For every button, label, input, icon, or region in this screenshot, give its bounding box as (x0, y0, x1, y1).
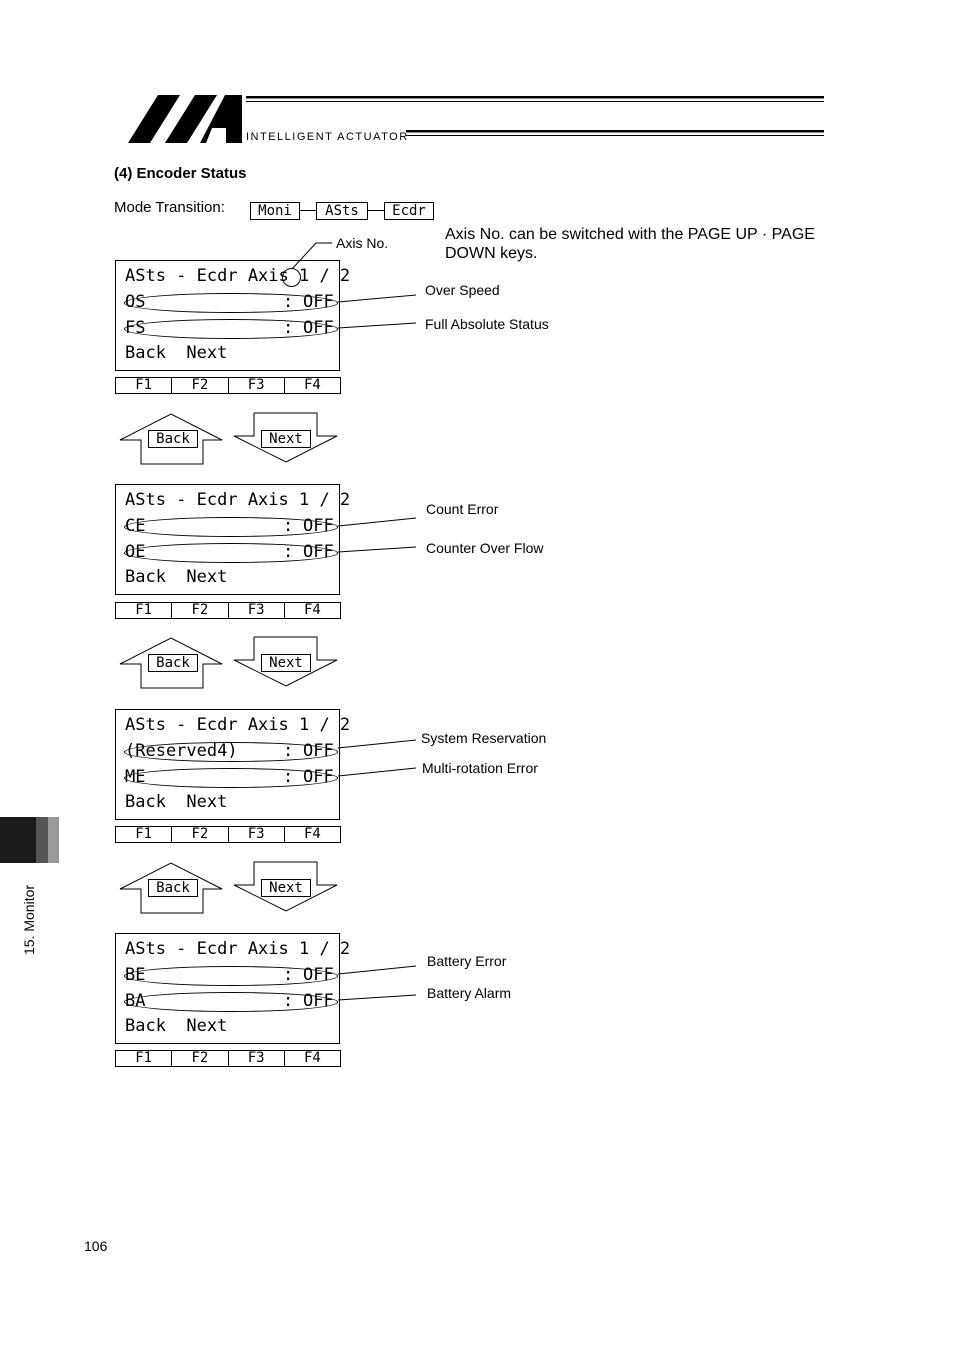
lcd-row-separator: : (283, 991, 294, 1011)
function-keys (115, 1050, 341, 1067)
page-number: 106 (84, 1238, 108, 1254)
iai-logo (128, 95, 242, 143)
chapter-tab-shade (36, 817, 48, 863)
highlight-oval (124, 992, 338, 1012)
f3-key[interactable]: F3 (229, 378, 285, 393)
f4-key[interactable]: F4 (303, 377, 321, 393)
lcd-row-separator: : (283, 542, 294, 562)
lcd-row-separator: : (283, 965, 294, 985)
lcd-row-value: OFF (303, 292, 334, 312)
highlight-oval (124, 319, 338, 339)
lcd-row-separator: : (283, 318, 294, 338)
annotation-label: Over Speed (425, 282, 500, 298)
f4-key[interactable]: F4 (303, 1050, 321, 1066)
header-rule-bottom (406, 130, 824, 133)
f1-key[interactable]: F1 (116, 378, 172, 393)
annotation-label: Count Error (426, 501, 499, 517)
header-graphics (0, 0, 954, 160)
lcd-title: ASts - Ecdr Axis 1 / 2 (125, 490, 351, 510)
annotation-label: Multi-rotation Error (422, 760, 538, 776)
mode-key-moni: Moni (250, 202, 300, 220)
mode-transition-label: Mode Transition: (114, 199, 225, 216)
f2-key[interactable]: F2 (172, 827, 228, 842)
header-rule-bottom-thin (406, 135, 824, 136)
chapter-label: 15. Monitor (21, 884, 37, 955)
annotation-label: System Reservation (421, 730, 547, 746)
lcd-row-value: OFF (303, 991, 334, 1011)
mode-link (299, 210, 316, 211)
lcd-row-code: (Reserved4) (125, 741, 238, 761)
lcd-row-value: OFF (303, 318, 334, 338)
lcd-title: ASts - Ecdr Axis 1 / 2 (125, 939, 351, 959)
lcd-row-code: FS (125, 318, 146, 338)
lcd-screen-4 (115, 933, 351, 1044)
lcd-row-separator: : (283, 516, 294, 536)
axis-no-label: Axis No. (336, 235, 389, 251)
mode-link (367, 210, 384, 211)
lcd-row-code: ME (125, 767, 146, 787)
lcd-row-separator: : (283, 741, 294, 761)
next-button[interactable]: Next (261, 879, 311, 897)
lcd-screen-2 (115, 484, 351, 595)
f3-key[interactable]: F3 (229, 827, 285, 842)
mode-key-asts: ASts (316, 202, 368, 220)
lcd-row-code: OS (125, 292, 146, 312)
lcd-row-value: OFF (303, 542, 334, 562)
lcd-row-separator: : (283, 767, 294, 787)
brand-tagline: INTELLIGENT ACTUATOR (246, 131, 409, 143)
f1-key[interactable]: F1 (116, 827, 172, 842)
lcd-title: ASts - Ecdr Axis 1 / 2 (125, 715, 351, 735)
lcd-soft-keys: Back Next (125, 1016, 228, 1036)
highlight-oval (124, 293, 338, 313)
lcd-soft-keys: Back Next (125, 792, 228, 812)
f4-key[interactable]: F4 (303, 826, 321, 842)
section-title: (4) Encoder Status (114, 165, 247, 182)
f2-key[interactable]: F2 (172, 1051, 228, 1066)
lcd-row-code: BE (125, 965, 146, 985)
header-rule-top (246, 96, 824, 99)
f2-key[interactable]: F2 (172, 603, 228, 618)
back-button[interactable]: Back (148, 654, 198, 672)
function-keys (115, 377, 341, 394)
chapter-tab (0, 817, 36, 863)
f1-key[interactable]: F1 (116, 1051, 172, 1066)
axis-switch-note: Axis No. can be switched with the PAGE UP · PAGE DOWN keys. (445, 226, 815, 262)
lcd-row-value: OFF (303, 965, 334, 985)
lcd-row-separator: : (283, 292, 294, 312)
chapter-tab-shade (48, 817, 59, 863)
highlight-oval (124, 742, 338, 762)
annotation-label: Battery Error (427, 953, 507, 969)
f2-key[interactable]: F2 (172, 378, 228, 393)
next-button[interactable]: Next (261, 430, 311, 448)
header-rule-top-thin (246, 101, 824, 102)
f1-key[interactable]: F1 (116, 603, 172, 618)
lcd-soft-keys: Back Next (125, 343, 228, 363)
lcd-soft-keys: Back Next (125, 567, 228, 587)
lcd-row-code: OE (125, 542, 146, 562)
lcd-row-code: CE (125, 516, 146, 536)
lcd-screen-1 (115, 260, 351, 371)
highlight-oval (124, 543, 338, 563)
next-button[interactable]: Next (261, 654, 311, 672)
annotation-label: Full Absolute Status (425, 316, 549, 332)
back-button[interactable]: Back (148, 430, 198, 448)
highlight-oval (124, 768, 338, 788)
lcd-row-value: OFF (303, 767, 334, 787)
mode-key-ecdr: Ecdr (384, 202, 434, 220)
lcd-title: ASts - Ecdr Axis 1 / 2 (125, 266, 351, 286)
f3-key[interactable]: F3 (229, 1051, 285, 1066)
f3-key[interactable]: F3 (229, 603, 285, 618)
lcd-row-value: OFF (303, 741, 334, 761)
function-keys (115, 602, 341, 619)
axis-no-circle (282, 268, 301, 287)
back-button[interactable]: Back (148, 879, 198, 897)
lcd-row-value: OFF (303, 516, 334, 536)
function-keys (115, 826, 341, 843)
annotation-label: Counter Over Flow (426, 540, 544, 556)
f4-key[interactable]: F4 (303, 602, 321, 618)
highlight-oval (124, 517, 338, 537)
lcd-row-code: BA (125, 991, 146, 1011)
annotation-label: Battery Alarm (427, 985, 512, 1001)
highlight-oval (124, 966, 338, 986)
lcd-screen-3 (115, 709, 351, 820)
